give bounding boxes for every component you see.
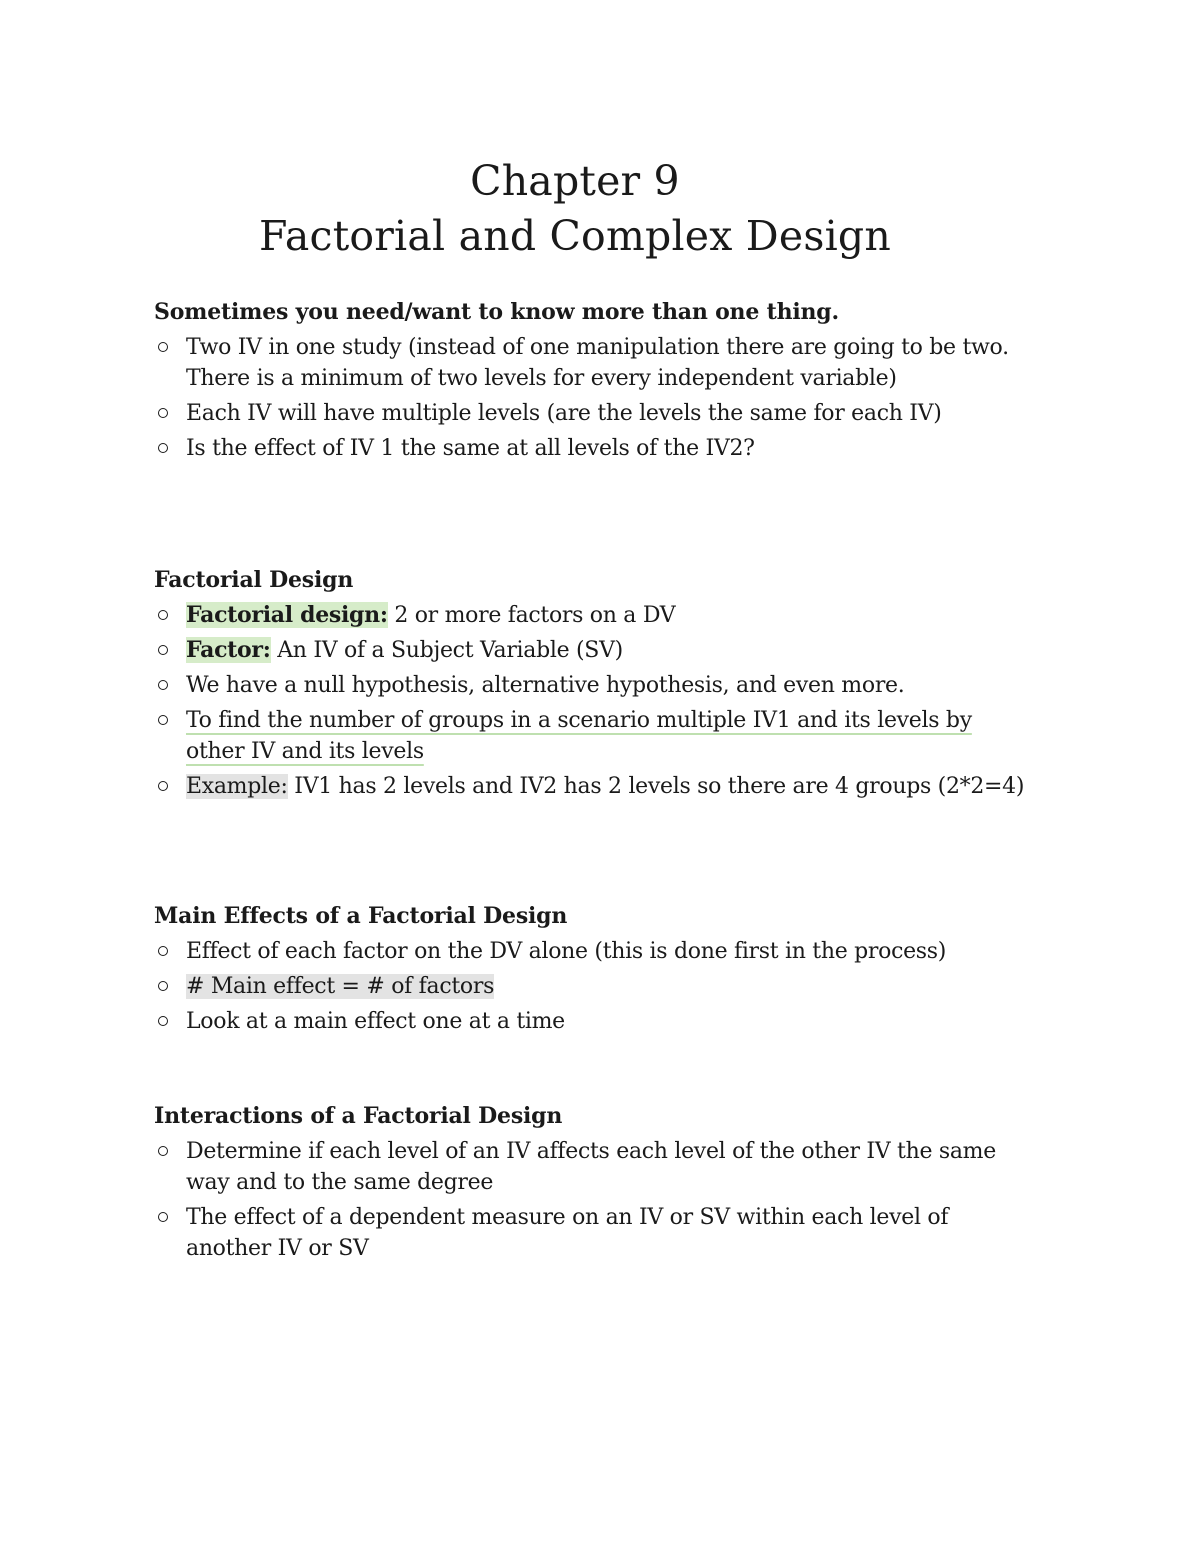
bullet-list [154, 332, 1034, 464]
list-item [154, 600, 1034, 631]
highlighted-term: Example: [186, 774, 288, 799]
chapter-title: Factorial and Complex Design [259, 212, 891, 260]
list-item [154, 705, 1034, 767]
list-item: Determine if each level of an IV affects each level of the other IV the same way and to the same degree [154, 1136, 1034, 1198]
list-item: Each IV will have multiple levels (are the levels the same for each IV) [154, 398, 1034, 429]
bullet-list [154, 936, 1034, 1037]
list-item: Effect of each factor on the DV alone (this is done first in the process) [154, 936, 1034, 967]
section-intro [154, 298, 1034, 468]
underlined-text: To find the number of groups in a scenario multiple IV1 and its levels by other IV and its levels [186, 708, 972, 764]
section-factorial-design [154, 566, 1034, 806]
highlighted-term: Factor: [186, 637, 271, 663]
item-text: We have a null hypothesis, alternative hypothesis, and even more. [186, 673, 905, 698]
section-heading: Main Effects of a Factorial Design [154, 903, 568, 929]
section-main-effects [154, 902, 1034, 1041]
item-text: 2 or more factors on a DV [387, 603, 676, 628]
list-item: Look at a main effect one at a time [154, 1006, 1034, 1037]
section-heading: Interactions of a Factorial Design [154, 1103, 563, 1129]
highlighted-term: Factorial design: [186, 602, 388, 628]
bullet-list [154, 1136, 1034, 1264]
list-item [154, 971, 1034, 1002]
highlighted-text: # Main effect = # of factors [186, 974, 495, 999]
section-interactions [154, 1102, 1034, 1268]
item-text: An IV of a Subject Variable (SV) [270, 638, 623, 663]
section-heading: Sometimes you need/want to know more than one thing. [154, 299, 839, 325]
list-item [154, 635, 1034, 666]
list-item: Is the effect of IV 1 the same at all levels of the IV2? [154, 433, 1034, 464]
chapter-number: Chapter 9 [470, 157, 680, 205]
list-item: The effect of a dependent measure on an IV or SV within each level of another IV or SV [154, 1202, 1034, 1264]
list-item [154, 771, 1034, 802]
list-item: Two IV in one study (instead of one manipulation there are going to be two. There is a minimum of two levels for every independent variable) [154, 332, 1034, 394]
section-heading: Factorial Design [154, 567, 354, 593]
bullet-list [154, 600, 1034, 802]
list-item [154, 670, 1034, 701]
item-text: IV1 has 2 levels and IV2 has 2 levels so there are 4 groups (2*2=4) [287, 774, 1025, 799]
